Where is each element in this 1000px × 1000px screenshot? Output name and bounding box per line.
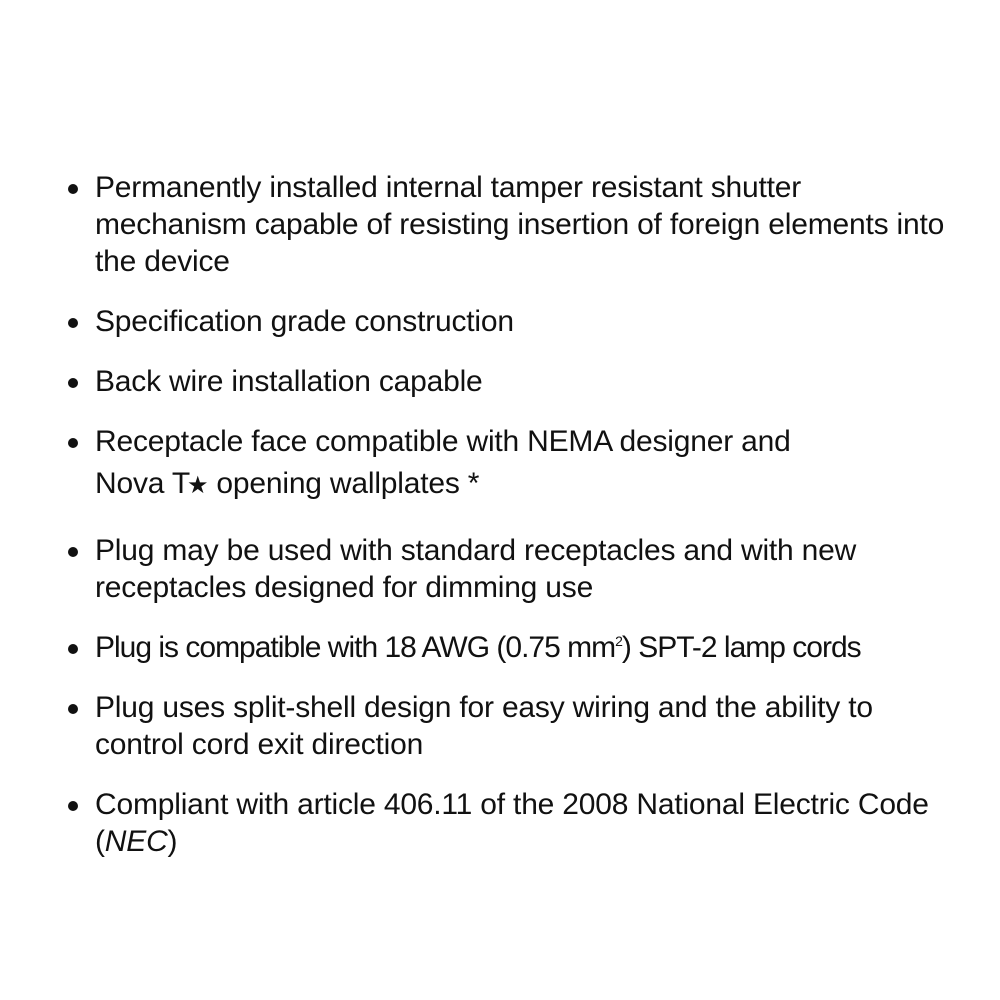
bullet-icon (68, 801, 78, 811)
feature-item (60, 689, 960, 763)
feature-item (60, 423, 960, 509)
feature-text-italic: NEC (104, 825, 168, 858)
bullet-icon (68, 438, 78, 448)
feature-text: Nova T (95, 467, 190, 500)
feature-text: Back wire installation capable (95, 365, 483, 398)
star-icon: ★ (186, 472, 209, 499)
feature-item (60, 169, 960, 280)
feature-item (60, 786, 960, 860)
feature-text: Plug may be used with standard receptacles and with new receptacles designed for dimming use (95, 534, 857, 604)
bullet-icon (68, 378, 78, 388)
feature-text: Plug is compatible with 18 AWG (0.75 mm (95, 631, 616, 664)
feature-text: Receptacle face compatible with NEMA designer and (95, 425, 791, 458)
feature-text: ) SPT-2 lamp cords (621, 631, 861, 664)
bullet-icon (68, 318, 78, 328)
feature-item (60, 303, 960, 340)
feature-text: Specification grade construction (95, 305, 514, 338)
feature-text: Permanently installed internal tamper resistant shutter mechanism capable of resisting insertion of foreign elements into the device (95, 171, 945, 278)
feature-item (60, 629, 960, 666)
feature-item (60, 363, 960, 400)
superscript: 2 (615, 633, 622, 649)
feature-text: Plug uses split-shell design for easy wiring and the ability to control cord exit direction (95, 691, 873, 761)
bullet-icon (68, 547, 78, 557)
bullet-icon (68, 704, 78, 714)
bullet-icon (68, 644, 78, 654)
bullet-icon (68, 184, 78, 194)
feature-text: ) (167, 825, 178, 858)
feature-text: Compliant with article 406.11 of the 2008 National Electric Code ( (95, 788, 929, 858)
feature-text: opening wallplates * (208, 467, 480, 500)
feature-item (60, 532, 960, 606)
feature-list (60, 169, 960, 883)
